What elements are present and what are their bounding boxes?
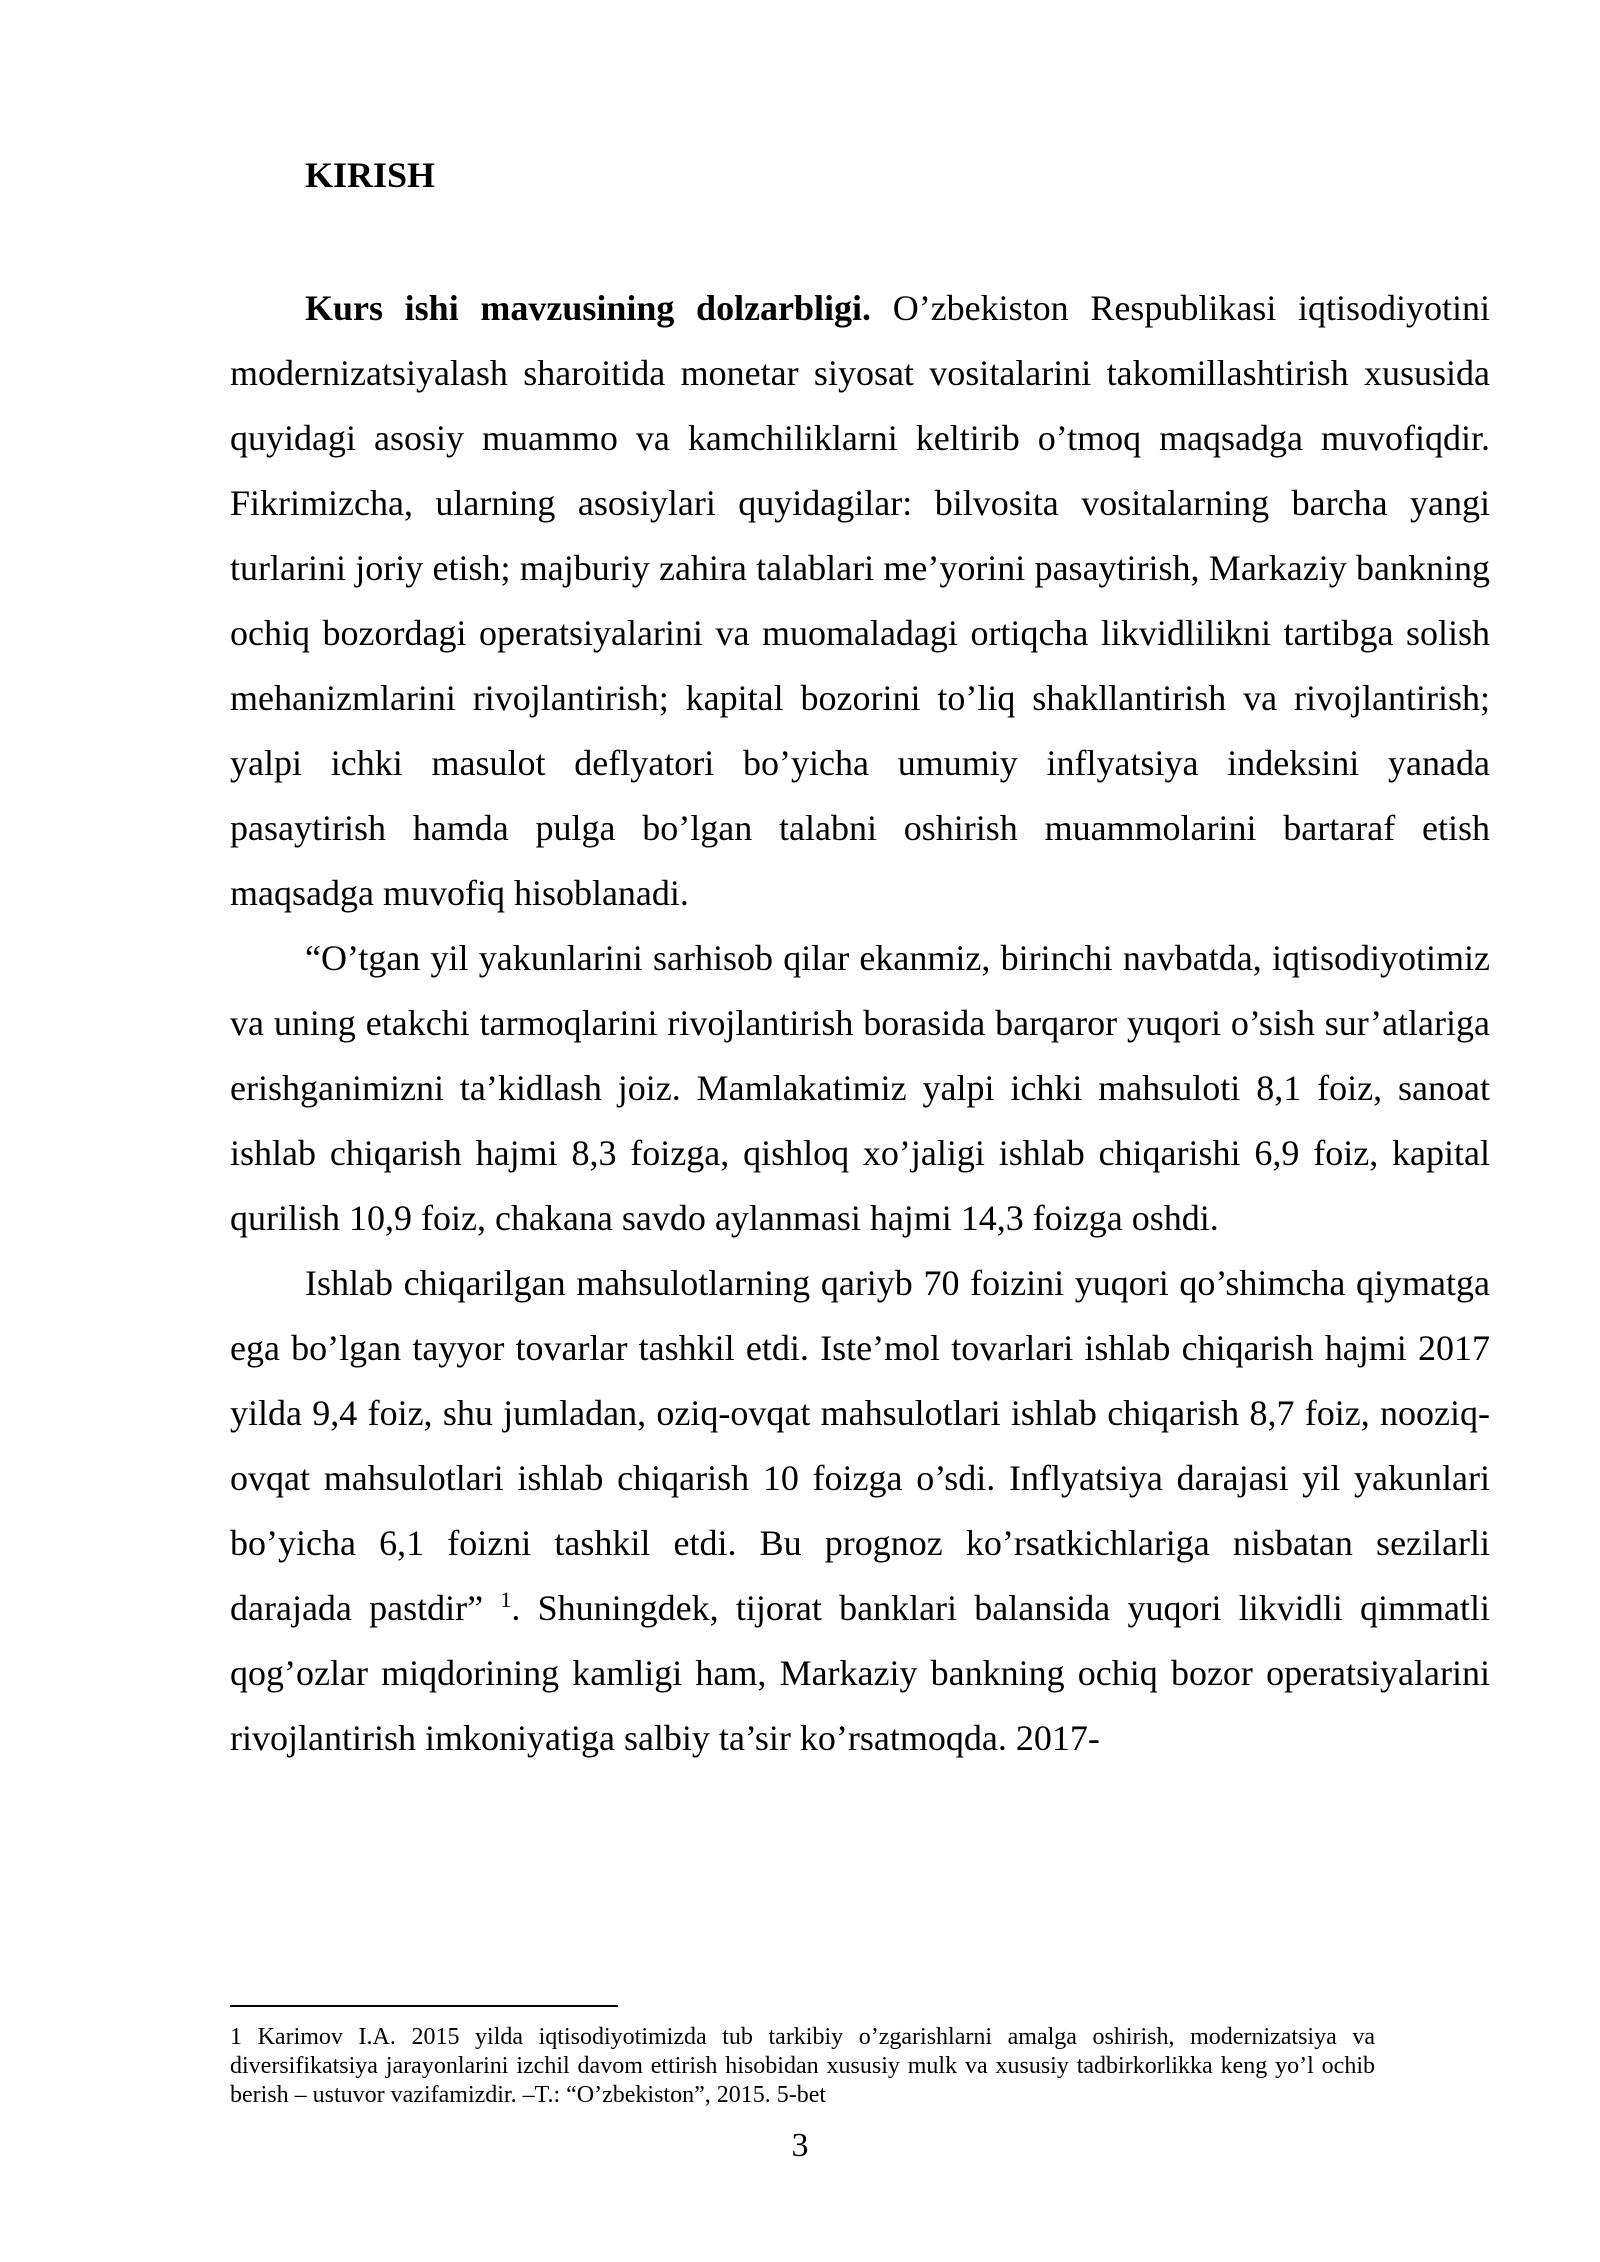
paragraph-relevance: [230, 276, 1490, 926]
paragraph-text: Ishlab chiqarilgan mahsulotlarning qariyb 70 foizini yuqori qo’shimcha qiymatga ega bo’lgan tayyor tovarlar tashkil etdi. Iste’mol tovarlari ishlab chiqarish hajmi 2017 yilda 9,4 foiz, shu jumladan, oziq-ovqat mahsulotlari ishlab chiqarish 8,7 foiz, nooziq-ovqat mahsulotlari ishlab chiqarish 10 foizga o’sdi. Inflyatsiya darajasi yil yakunlari bo’yicha 6,1 foizni tashkil etdi. Bu prognoz ko’rsatkichlariga nisbatan sezilarli darajada pastdir”: [230, 1263, 1490, 1628]
footnote-reference: 1: [500, 1587, 512, 1612]
paragraph-quote: [230, 926, 1490, 1251]
paragraph-text: O’zbekiston Respublikasi iqtisodiyotini modernizatsiyalash sharoitida monetar siyosat vositalarini takomillashtirish xususida quyidagi asosiy muammo va kamchiliklarni keltirib o’tmoq maqsadga muvofiqdir. Fikrimizcha, ularning asosiylari quyidagilar: bilvosita vositalarning barcha yangi turlarini joriy etish; majburiy zahira talablari me’yorini pasaytirish, Markaziy bankning ochiq bozordagi operatsiyalarini va muomaladagi ortiqcha likvidlilikni tartibga solish mehanizmlarini rivojlantirish; kapital bozorini to’liq shakllantirish va rivojlantirish; yalpi ichki masulot deflyatori bo’yicha umumiy inflyatsiya indeksini yanada pasaytirish hamda pulga bo’lgan talabni oshirish muammolarini bartaraf etish maqsadga muvofiq hisoblanadi.: [230, 288, 1490, 913]
footnote-separator: [230, 2005, 618, 2007]
paragraph-text: . Shuningdek, tijorat banklari balansida yuqori likvidli qimmatli qog’ozlar miqdorining kamligi ham, Markaziy bankning ochiq bozor operatsiyalarini rivojlantirish imkoniyatiga salbiy ta’sir ko’rsatmoqda. 2017-: [230, 1588, 1490, 1758]
paragraph-text: “O’tgan yil yakunlarini sarhisob qilar ekanmiz, birinchi navbatda, iqtisodiyotimiz va uning etakchi tarmoqlarini rivojlantirish borasida barqaror yuqori o’sish sur’atlariga erishganimizni ta’kidlash joiz. Mamlakatimiz yalpi ichki mahsuloti 8,1 foiz, sanoat ishlab chiqarish hajmi 8,3 foizga, qishloq xo’jaligi ishlab chiqarishi 6,9 foiz, kapital qurilish 10,9 foiz, chakana savdo aylanmasi hajmi 14,3 foizga oshdi.: [230, 938, 1490, 1238]
paragraph-lead: Kurs ishi mavzusining dolzarbligi.: [305, 288, 872, 328]
body-text: [230, 276, 1490, 1771]
section-heading: KIRISH: [305, 155, 436, 195]
page-number: 3: [791, 2127, 809, 2164]
paragraph-production: [230, 1251, 1490, 1771]
footnote: 1 Karimov I.A. 2015 yilda iqtisodiyotimizda tub tarkibiy o’zgarishlarni amalga oshirish, modernizatsiya va diversifikatsiya jarayonlarini izchil davom ettirish hisobidan xususiy mulk va xususiy tadbirkorlikka keng yo’l ochib berish – ustuvor vazifamizdir. –T.: “O’zbekiston”, 2015. 5-bet: [230, 2024, 1375, 2108]
